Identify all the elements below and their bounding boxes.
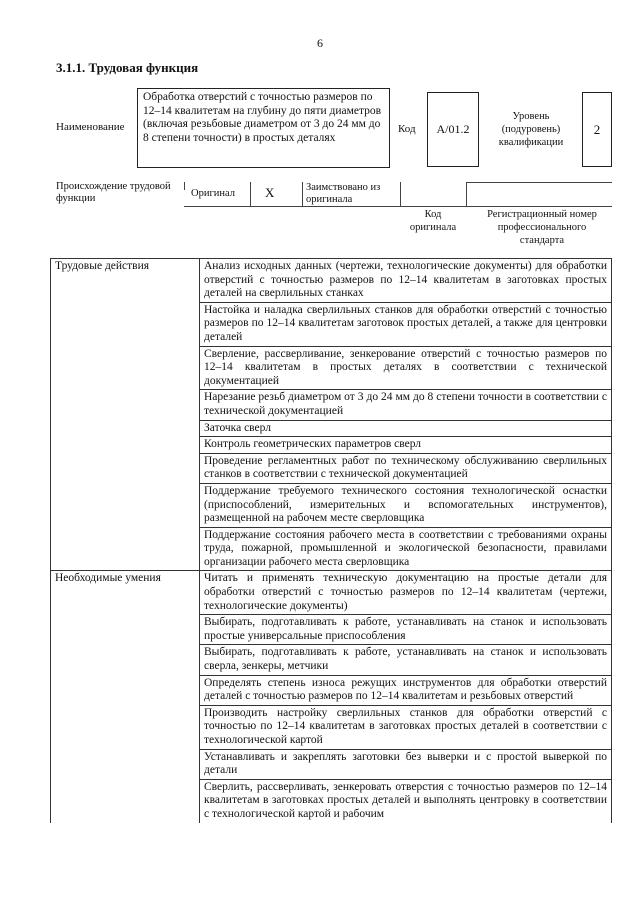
level-box (582, 92, 612, 167)
list-item: Сверление, рассверливание, зенкерование отверстий с точностью размеров по 12–14 квалитетам в простых деталях в соответствии с технической документацией (200, 346, 612, 390)
code-original-divider (466, 182, 467, 206)
code-label: Код (398, 123, 416, 135)
list-item: Заточка сверл (200, 420, 612, 437)
name-label: Наименование (56, 121, 125, 133)
function-name-value: Обработка отверстий с точностью размеров по 12–14 квалитетам на глубину до пяти диаметров (включая резьбовые диаметром от 3 до 24 мм до 8 степени точности) в простых деталях (143, 91, 382, 144)
list-item: Поддержание требуемого технического состояния технологической оснастки (приспособлений, измерительных и вспомогательных инструментов), размещенной на рабочем месте сверловщика (200, 483, 612, 527)
table-row (51, 259, 612, 303)
group-title-labor-actions: Трудовые действия (51, 259, 200, 571)
list-item: Нарезание резьб диаметром от 3 до 24 мм до 8 степени точности в соответствии с технической документацией (200, 390, 612, 420)
list-item: Анализ исходных данных (чертежи, технологические документы) для обработки отверстий с точностью размеров по 12–14 квалитетам в заготовках простых деталей на сверлильных станках (200, 259, 612, 303)
section-title: 3.1.1. Трудовая функция (56, 60, 199, 75)
original-label: Оригинал (191, 188, 235, 199)
origin-tick (184, 182, 185, 190)
list-item: Читать и применять техническую документацию на простые детали для обработки отверстий с точностью размеров по 12–14 квалитетам (чертежи, технологические документы) (200, 571, 612, 615)
list-item: Настойка и наладка сверлильных станков для обработки отверстий с точностью размеров по 12–14 квалитетам заготовок простых деталей, а также для центровки деталей (200, 302, 612, 346)
reg-number-underline (466, 206, 612, 207)
borrowed-underline (302, 206, 400, 207)
group-title-required-skills: Необходимые умения (51, 571, 200, 823)
origin-divider (302, 182, 303, 206)
reg-number-label: Регистрационный номер профессионального стандарта (487, 209, 597, 246)
origin-divider (250, 182, 251, 206)
list-item: Выбирать, подготавливать к работе, устанавливать на станок и использовать сверла, зенкеры, метчики (200, 645, 612, 675)
reg-number-topline (466, 182, 612, 183)
list-item: Поддержание состояния рабочего места в соответствии с требованиями охраны труда, пожарной, промышленной и экологической безопасности, правилами организации рабочего места сверловщика (200, 527, 612, 571)
borrowed-label: Заимствовано из оригинала (306, 182, 381, 205)
labor-function-table (50, 258, 612, 823)
list-item: Проведение регламентных работ по техническому обслуживанию сверлильных станков в соответствии с технической документацией (200, 453, 612, 483)
level-label: Уровень (подуровень) квалификации (498, 111, 564, 148)
origin-label: Происхождение трудовой функции (56, 181, 171, 204)
list-item: Производить настройку сверлильных станков для обработки отверстий с точностью по 12–14 квалитетам в заготовках простых деталей в соответствии с технологической картой (200, 705, 612, 749)
table-row (51, 571, 612, 615)
borrowed-divider (400, 182, 401, 206)
list-item: Определять степень износа режущих инструментов для обработки отверстий деталей с точностью размеров по 12–14 квалитетам и резьбовых отверстий (200, 675, 612, 705)
level-value: 2 (593, 121, 601, 137)
original-mark: X (265, 185, 275, 200)
function-name-box (137, 88, 390, 168)
code-original-label: Код оригинала (409, 209, 457, 233)
code-box (427, 92, 479, 167)
origin-underline (184, 206, 302, 207)
list-item: Устанавливать и закреплять заготовки без выверки и с простой выверкой по детали (200, 749, 612, 779)
code-value: А/01.2 (436, 122, 470, 136)
page-number: 6 (317, 36, 323, 50)
list-item: Выбирать, подготавливать к работе, устанавливать на станок и использовать простые универсальные приспособления (200, 615, 612, 645)
code-original-underline (400, 206, 466, 207)
list-item: Сверлить, рассверливать, зенкеровать отверстия с точностью размеров по 12–14 квалитетам в заготовках простых деталей и выполнять центровку в соответствии с технологической картой и рабочим (200, 779, 612, 822)
list-item: Контроль геометрических параметров сверл (200, 437, 612, 454)
